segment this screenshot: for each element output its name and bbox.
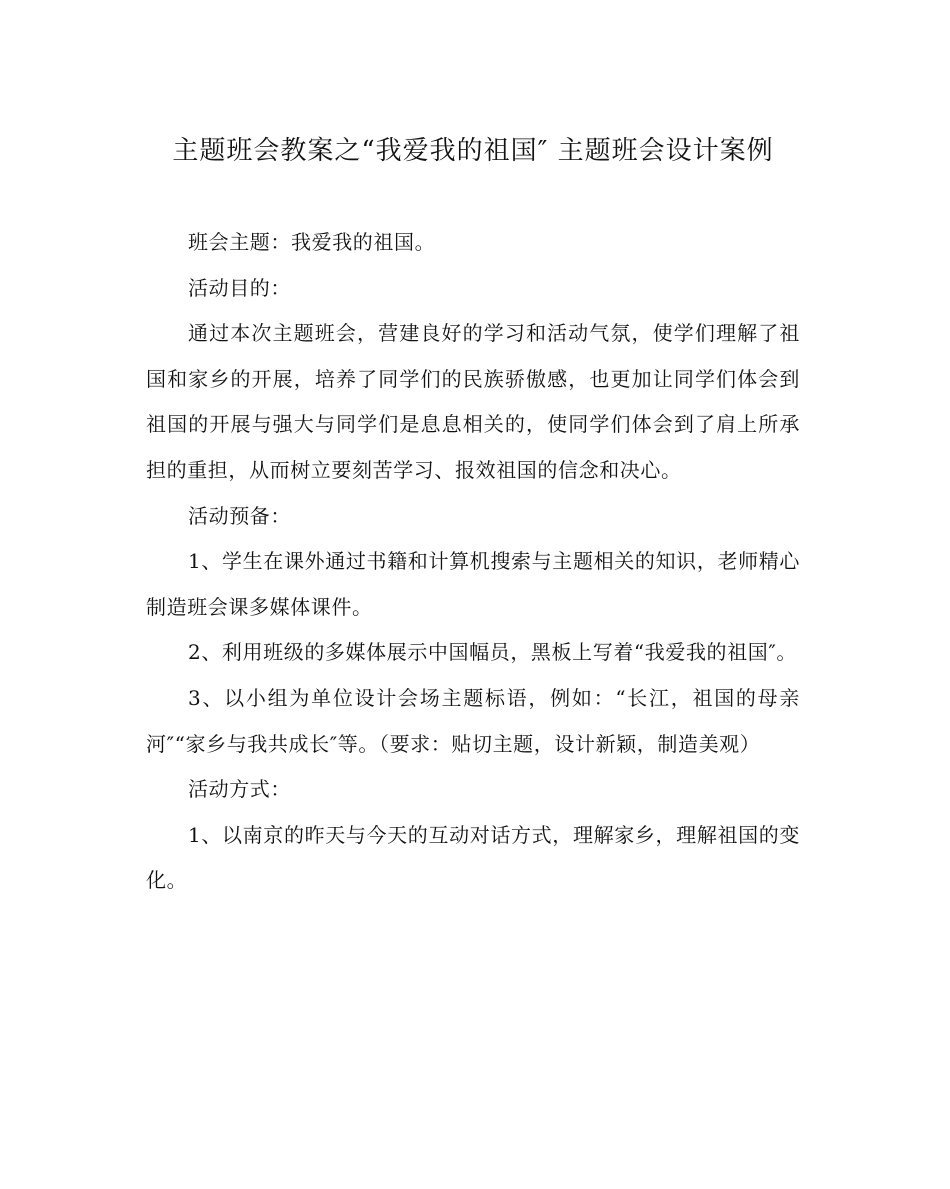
document-content <box>146 128 800 904</box>
paragraph-preparation-heading: 活动预备： <box>188 503 291 528</box>
page-title: 主题班会教案之“我爱我的祖国″ 主题班会设计案例 <box>172 136 774 166</box>
paragraph-method-heading: 活动方式： <box>188 777 291 802</box>
paragraph-preparation-item-1: 1、学生在课外通过书籍和计算机搜索与主题相关的知识，老师精心制造班会课多媒体课件。 <box>146 549 800 619</box>
paragraph-preparation-item-3: 3、以小组为单位设计会场主题标语，例如：“长江，祖国的母亲河″“家乡与我共成长″等。（要求：贴切主题，设计新颖，制造美观） <box>146 685 800 756</box>
paragraph-preparation-item-2: 2、利用班级的多媒体展示中国幅员，黑板上写着“我爱我的祖国″。 <box>188 640 798 665</box>
paragraph-purpose-heading: 活动目的： <box>188 275 291 300</box>
paragraph-theme: 班会主题：我爱我的祖国。 <box>188 230 436 254</box>
paragraph-method-item-1: 1、以南京的昨天与今天的互动对话方式，理解家乡，理解祖国的变化。 <box>146 822 800 893</box>
document-body <box>146 220 800 904</box>
paragraph-purpose-text: 通过本次主题班会，营建良好的学习和活动气氛，使学们理解了祖国和家乡的开展，培养了同学们的民族骄傲感，也更加让同学们体会到祖国的开展与强大与同学们是息息相关的，使同学们体会到了肩上所承担的重担，从而树立要刻苦学习、报效祖国的信念和决心。 <box>146 321 800 482</box>
